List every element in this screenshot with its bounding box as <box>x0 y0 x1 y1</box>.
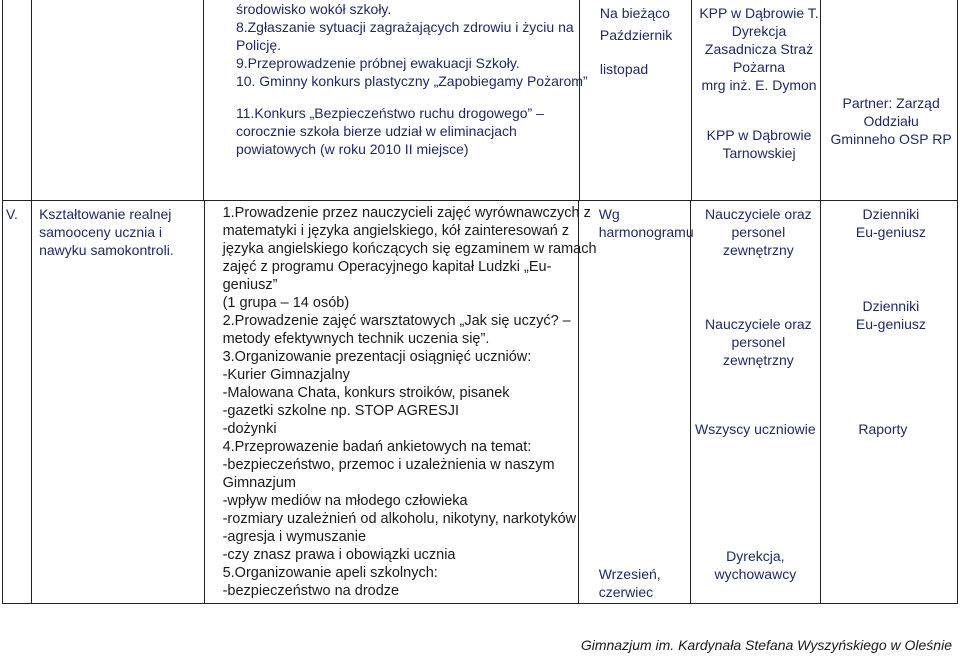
responsible-line: Pożarna <box>732 59 786 75</box>
task-line: środowisko wokół szkoły. <box>235 1 392 17</box>
task-line: Policję. <box>235 37 282 53</box>
deadline: Na bieżąco <box>599 5 670 21</box>
deadline-cell <box>578 201 694 604</box>
task-line: -agresja i wymuszanie <box>222 529 367 545</box>
responsible-line: KPP w Dąbrowie T. <box>699 5 819 21</box>
task-line: matematyki i języka angielskiego, kół zainteresowań z <box>222 223 570 239</box>
responsible-line: mrg inż. E. Dymon <box>701 77 817 93</box>
notes-line: Raporty <box>858 421 908 437</box>
notes-line: Partner: Zarząd <box>842 95 940 111</box>
deadline: czerwiec <box>598 584 654 600</box>
responsible-line: personel zewnętrzny <box>722 224 794 258</box>
notes-line: Oddziału <box>863 113 919 129</box>
area-cell <box>32 201 205 604</box>
area-cell <box>32 0 204 201</box>
task-line: -rozmiary uzależnień od alkoholu, nikotyny, narkotyków <box>222 511 577 527</box>
responsible-line: wychowawcy <box>714 566 797 582</box>
responsible-line: Wszyscy uczniowie <box>695 421 816 437</box>
table-row <box>3 0 958 201</box>
task-line: -czy znasz prawa i obowiązki ucznia <box>222 547 456 563</box>
responsible-cell <box>690 201 820 604</box>
deadline-cell <box>579 0 691 201</box>
table-row <box>3 201 958 604</box>
notes-line: Eu-geniusz <box>855 316 926 332</box>
deadline: harmonogramu <box>598 224 694 240</box>
deadline: Wrzesień, <box>598 566 661 582</box>
responsible-line: Tarnowskiej <box>722 145 796 161</box>
task-line: -bezpieczeństwo, przemoc i uzależnienia w naszym <box>222 457 555 473</box>
task-line: -dożynki <box>222 421 277 437</box>
notes-line: Dzienniki <box>862 206 920 222</box>
responsible-line: Nauczyciele oraz <box>705 206 812 222</box>
plan-table-row-v <box>2 200 958 604</box>
task-line: -bezpieczeństwo na drodze <box>222 583 400 599</box>
responsible-line: personel zewnętrzny <box>722 334 794 368</box>
task-line: -Malowana Chata, konkurs stroików, pisanek <box>222 385 510 401</box>
task-line: -gazetki szkolne np. STOP AGRESJI <box>222 403 459 419</box>
task-line: 3.Organizowanie prezentacji osiągnięć uczniów: <box>222 349 532 365</box>
task-line: -wpływ mediów na młodego człowieka <box>222 493 468 509</box>
responsible-line: Dyrekcja, <box>726 548 785 564</box>
notes-line: Eu-geniusz <box>855 224 926 240</box>
area-line: nawyku samokontroli. <box>39 242 174 258</box>
task-line: 9.Przeprowadzenie próbnej ewakuacji Szkoły. <box>235 55 520 71</box>
task-line: 10. Gminny konkurs plastyczny „Zapobiegamy Pożarom” <box>235 73 588 89</box>
number-cell: V. <box>3 201 32 604</box>
notes-line: Dzienniki <box>862 298 920 314</box>
deadline: listopad <box>599 61 649 77</box>
page-footer: Gimnazjum im. Kardynała Stefana Wyszyńskiego w Oleśnie <box>580 637 952 653</box>
responsible-line: Dyrekcja <box>731 23 787 39</box>
area-line: Kształtowanie realnej <box>39 206 172 222</box>
task-line: Gimnazjum <box>222 475 296 491</box>
tasks-cell <box>203 0 588 201</box>
notes-cell <box>820 201 957 604</box>
responsible-line: Nauczyciele oraz <box>705 316 812 332</box>
task-line: metody efektywnych technik uczenia się”. <box>222 331 490 347</box>
task-line: języka angielskiego kończących się egzaminem w ramach <box>222 241 597 257</box>
notes-cell <box>821 0 958 201</box>
task-line: 8.Zgłaszanie sytuacji zagrażających zdrowiu i życiu na <box>235 19 574 35</box>
responsible-line: Zasadnicza Straż <box>704 41 814 57</box>
deadline: Październik <box>599 27 673 43</box>
responsible-cell <box>691 0 820 201</box>
task-line: 4.Przeprowazenie badań ankietowych na temat: <box>222 439 532 455</box>
number-cell <box>3 0 32 201</box>
task-line: (1 grupa – 14 osób) <box>222 295 350 311</box>
task-line: 2.Prowadzenie zajęć warsztatowych „Jak się uczyć? – <box>222 313 571 329</box>
task-line: corocznie szkoła bierze udział w eliminacjach <box>235 123 517 139</box>
task-line: -Kurier Gimnazjalny <box>222 367 350 383</box>
task-line: 1.Prowadzenie przez nauczycieli zajęć wyrównawczych z <box>222 205 591 221</box>
task-line: zajęć z programu Operacyjnego kapitał Ludzki „Eu- <box>222 259 552 275</box>
plan-table <box>2 0 958 201</box>
task-line: 11.Konkurs „Bezpieczeństwo ruchu drogowego” – <box>235 105 544 121</box>
notes-line: Gminneho OSP RP <box>830 131 952 147</box>
responsible-line: KPP w Dąbrowie <box>706 127 812 143</box>
task-line: 5.Organizowanie apeli szkolnych: <box>222 565 438 581</box>
task-line: powiatowych (w roku 2010 II miejsce) <box>235 141 469 157</box>
area-line: samooceny ucznia i <box>39 224 163 240</box>
deadline: Wg <box>598 206 620 222</box>
task-line: geniusz” <box>222 277 278 293</box>
tasks-cell <box>204 201 597 604</box>
